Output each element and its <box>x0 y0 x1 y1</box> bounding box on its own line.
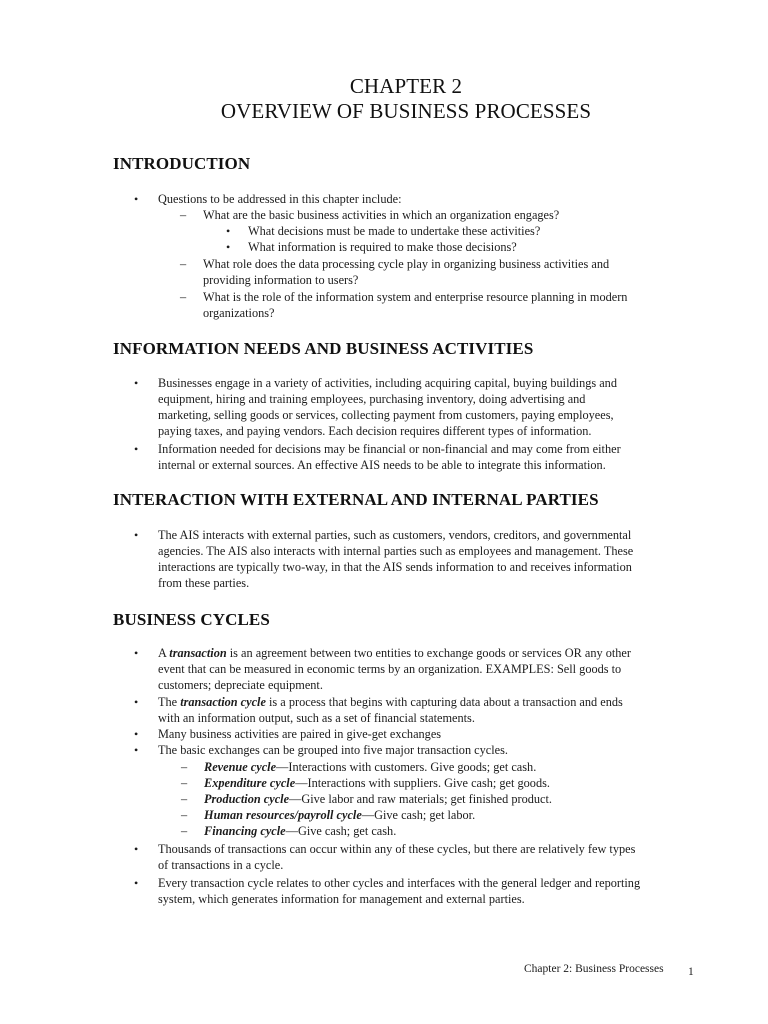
term-expenditure-cycle: Expenditure cycle <box>204 776 296 790</box>
cycle-item-expenditure <box>204 775 550 791</box>
interaction-bullet-line-3: interactions are typically two-way, in that the AIS sends information to and receives information <box>158 560 632 574</box>
bullet-icon: • <box>134 528 139 542</box>
info-needs-bullet-1-line-4: paying taxes, and paying vendors. Each decision requires different types of information. <box>158 424 592 438</box>
cycle-item-financing <box>204 823 396 839</box>
section-heading-introduction: INTRODUCTION <box>113 154 251 173</box>
term-revenue-cycle: Revenue cycle <box>204 760 277 774</box>
chapter-number: CHAPTER 2 <box>349 74 463 98</box>
cycles-bullet-2-line-2: with an information output, such as a set of financial statements. <box>158 711 475 725</box>
bullet-icon: • <box>134 743 139 757</box>
cycles-bullet-2-line-1 <box>158 694 623 710</box>
info-needs-bullet-1-line-2: equipment, hiring and training employees, purchasing inventory, doing advertising and <box>158 392 586 406</box>
cycles-bullet-2-lead: The <box>158 695 181 709</box>
section-heading-interaction: INTERACTION WITH EXTERNAL AND INTERNAL PARTIES <box>113 490 599 509</box>
page-number: 1 <box>688 966 694 978</box>
interaction-bullet-line-1: The AIS interacts with external parties, such as customers, vendors, creditors, and governmental <box>158 528 632 542</box>
intro-question-2-line-1: What role does the data processing cycle play in organizing business activities and <box>203 257 610 271</box>
bullet-icon: • <box>134 842 139 856</box>
cycle-item-revenue <box>204 759 536 775</box>
section-heading-information-needs: INFORMATION NEEDS AND BUSINESS ACTIVITIES <box>113 339 534 358</box>
dash-icon: – <box>180 257 187 271</box>
cycles-bullet-1-line-1 <box>158 645 631 661</box>
intro-bullet-text: Questions to be addressed in this chapter include: <box>158 192 402 206</box>
term-financing-cycle: Financing cycle <box>204 824 286 838</box>
cycles-bullet-1-rest: is an agreement between two entities to exchange goods or services OR any other <box>226 646 631 660</box>
bullet-icon: • <box>134 695 139 709</box>
cycle-desc: —Interactions with suppliers. Give cash; get goods. <box>295 776 550 790</box>
cycle-desc: —Give cash; get labor. <box>361 808 476 822</box>
section-heading-business-cycles: BUSINESS CYCLES <box>113 610 270 629</box>
term-transaction-cycle: transaction cycle <box>180 695 266 709</box>
dash-icon: – <box>181 792 188 806</box>
cycle-desc: —Interactions with customers. Give goods; get cash. <box>276 760 537 774</box>
bullet-icon: • <box>134 727 139 741</box>
intro-question-2-line-2: providing information to users? <box>203 273 359 287</box>
bullet-icon: • <box>226 224 231 238</box>
bullet-icon: • <box>134 376 139 390</box>
info-needs-bullet-1-line-1: Businesses engage in a variety of activities, including acquiring capital, buying buildings and <box>158 376 617 390</box>
info-needs-bullet-2-line-2: internal or external sources. An effective AIS needs to be able to integrate this information. <box>158 458 606 472</box>
running-footer: Chapter 2: Business Processes <box>524 963 664 975</box>
cycles-bullet-1-line-3: customers; depreciate equipment. <box>158 678 323 692</box>
intro-question-3-line-1: What is the role of the information system and enterprise resource planning in modern <box>203 290 628 304</box>
cycle-item-production <box>204 791 552 807</box>
interaction-bullet-line-4: from these parties. <box>158 576 250 590</box>
intro-question-3-line-2: organizations? <box>203 306 275 320</box>
cycles-bullet-3: Many business activities are paired in give-get exchanges <box>158 727 442 741</box>
dash-icon: – <box>180 208 187 222</box>
term-transaction: transaction <box>169 646 227 660</box>
bullet-icon: • <box>226 240 231 254</box>
cycle-item-human-resources <box>204 807 475 823</box>
cycles-bullet-1-line-2: event that can be measured in economic terms by an organization. EXAMPLES: Sell goods to <box>158 662 622 676</box>
bullet-icon: • <box>134 192 139 206</box>
cycles-bullet-5-line-2: of transactions in a cycle. <box>158 858 284 872</box>
bullet-icon: • <box>134 646 139 660</box>
cycles-bullet-1-lead: A <box>158 646 170 660</box>
cycles-bullet-5-line-1: Thousands of transactions can occur within any of these cycles, but there are relatively few types <box>158 842 636 856</box>
interaction-bullet-line-2: agencies. The AIS also interacts with internal parties such as employees and management. These <box>158 544 634 558</box>
cycles-bullet-4: The basic exchanges can be grouped into five major transaction cycles. <box>158 743 508 757</box>
cycle-desc: —Give cash; get cash. <box>285 824 397 838</box>
dash-icon: – <box>181 776 188 790</box>
dash-icon: – <box>181 808 188 822</box>
cycles-bullet-6-line-1: Every transaction cycle relates to other cycles and interfaces with the general ledger and reporting <box>158 876 641 890</box>
dash-icon: – <box>181 824 188 838</box>
dash-icon: – <box>181 760 188 774</box>
cycles-bullet-6-line-2: system, which generates information for management and external parties. <box>158 892 525 906</box>
intro-subquestion-1a: What decisions must be made to undertake these activities? <box>248 224 541 238</box>
cycle-desc: —Give labor and raw materials; get finished product. <box>289 792 552 806</box>
chapter-title: OVERVIEW OF BUSINESS PROCESSES <box>220 99 592 123</box>
info-needs-bullet-1-line-3: marketing, selling goods or services, collecting payment from customers, paying employees, <box>158 408 614 422</box>
dash-icon: – <box>180 290 187 304</box>
term-hr-payroll-cycle: Human resources/payroll cycle <box>204 808 362 822</box>
intro-question-1: What are the basic business activities in which an organization engages? <box>203 208 560 222</box>
term-production-cycle: Production cycle <box>204 792 290 806</box>
bullet-icon: • <box>134 442 139 456</box>
cycles-bullet-2-rest: is a process that begins with capturing data about a transaction and ends <box>265 695 623 709</box>
info-needs-bullet-2-line-1: Information needed for decisions may be financial or non-financial and may come from either <box>158 442 621 456</box>
bullet-icon: • <box>134 876 139 890</box>
intro-subquestion-1b: What information is required to make those decisions? <box>248 240 517 254</box>
